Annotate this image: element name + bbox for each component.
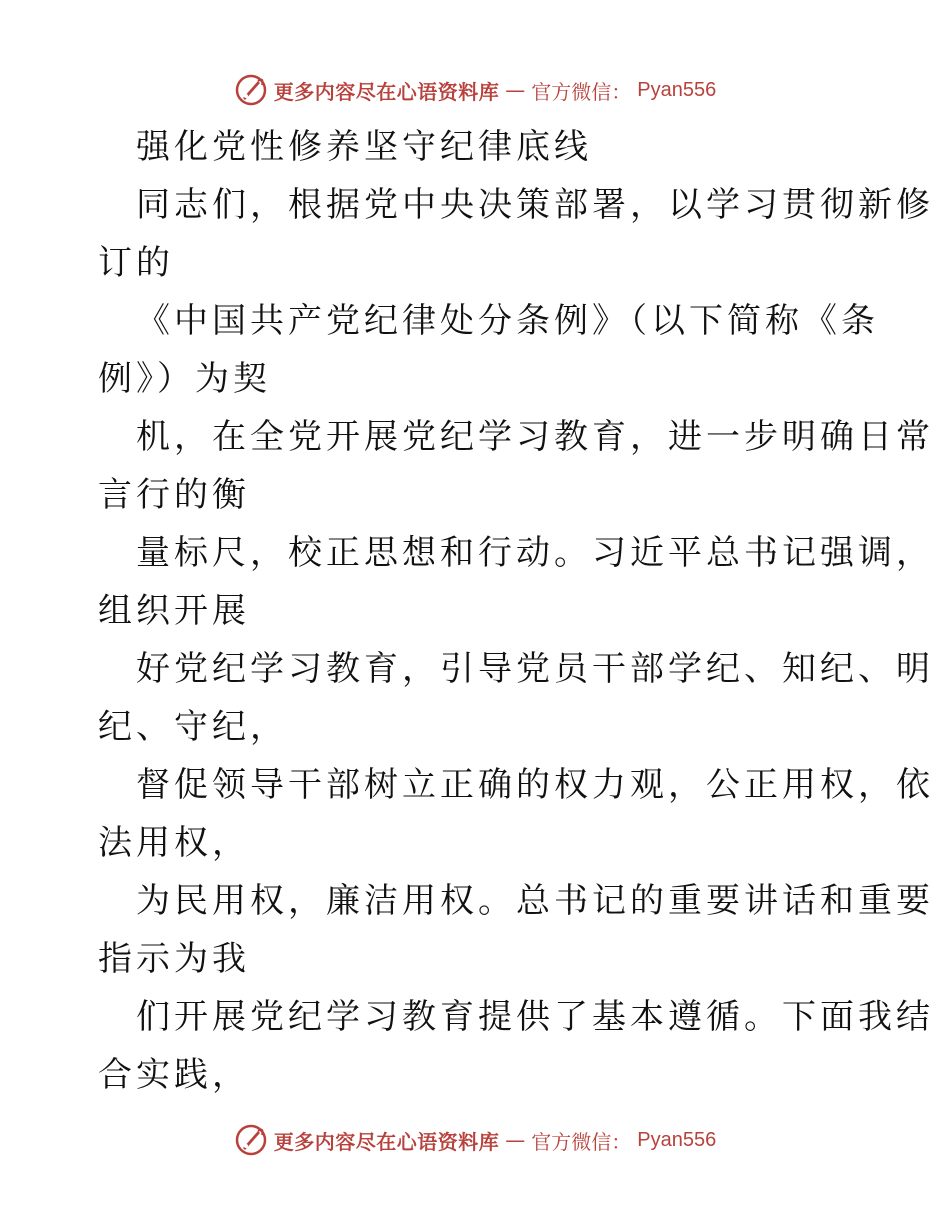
- text-line: 言行的衡: [98, 475, 250, 515]
- watermark-separator: —: [505, 78, 526, 102]
- text-line: 督促领导干部树立正确的权力观，公正用权，依: [136, 765, 934, 805]
- document-title-line: 强化党性修养坚守纪律底线: [136, 127, 592, 167]
- watermark-separator: —: [505, 1128, 526, 1152]
- footer-watermark: [0, 1120, 950, 1160]
- watermark-contact-label: 官方微信：: [531, 1129, 632, 1154]
- text-line: 纪、守纪，: [98, 707, 288, 747]
- watermark-contact-id: Pyan556: [637, 1128, 717, 1151]
- watermark-contact-label: 官方微信：: [531, 79, 632, 104]
- watermark-brand: 更多内容尽在心语资料库: [273, 1129, 500, 1154]
- document-body: [98, 118, 934, 1104]
- text-line: 指示为我: [98, 939, 250, 979]
- text-line: 法用权，: [98, 823, 250, 863]
- text-line: 合实践，: [98, 1055, 250, 1095]
- text-line: 机，在全党开展党纪学习教育，进一步明确日常: [136, 417, 934, 457]
- watermark-contact-id: Pyan556: [637, 78, 717, 101]
- watermark-brand: 更多内容尽在心语资料库: [273, 79, 500, 104]
- text-line: 好党纪学习教育，引导党员干部学纪、知纪、明: [136, 649, 934, 689]
- text-line: 们开展党纪学习教育提供了基本遵循。下面我结: [136, 997, 934, 1037]
- text-line: 组织开展: [98, 591, 250, 631]
- text-line: 同志们，根据党中央决策部署，以学习贯彻新修: [136, 185, 934, 225]
- quill-seal-icon: [234, 1123, 268, 1157]
- text-line: 《中国共产党纪律处分条例》（以下简称《条: [136, 301, 879, 341]
- text-line: 为民用权，廉洁用权。总书记的重要讲话和重要: [136, 881, 934, 921]
- header-watermark: [0, 70, 950, 110]
- quill-seal-icon: [234, 73, 268, 107]
- text-line: 例》）为契: [98, 359, 271, 399]
- text-line: 量标尺，校正思想和行动。习近平总书记强调，: [136, 533, 934, 573]
- text-line: 订的: [98, 243, 174, 283]
